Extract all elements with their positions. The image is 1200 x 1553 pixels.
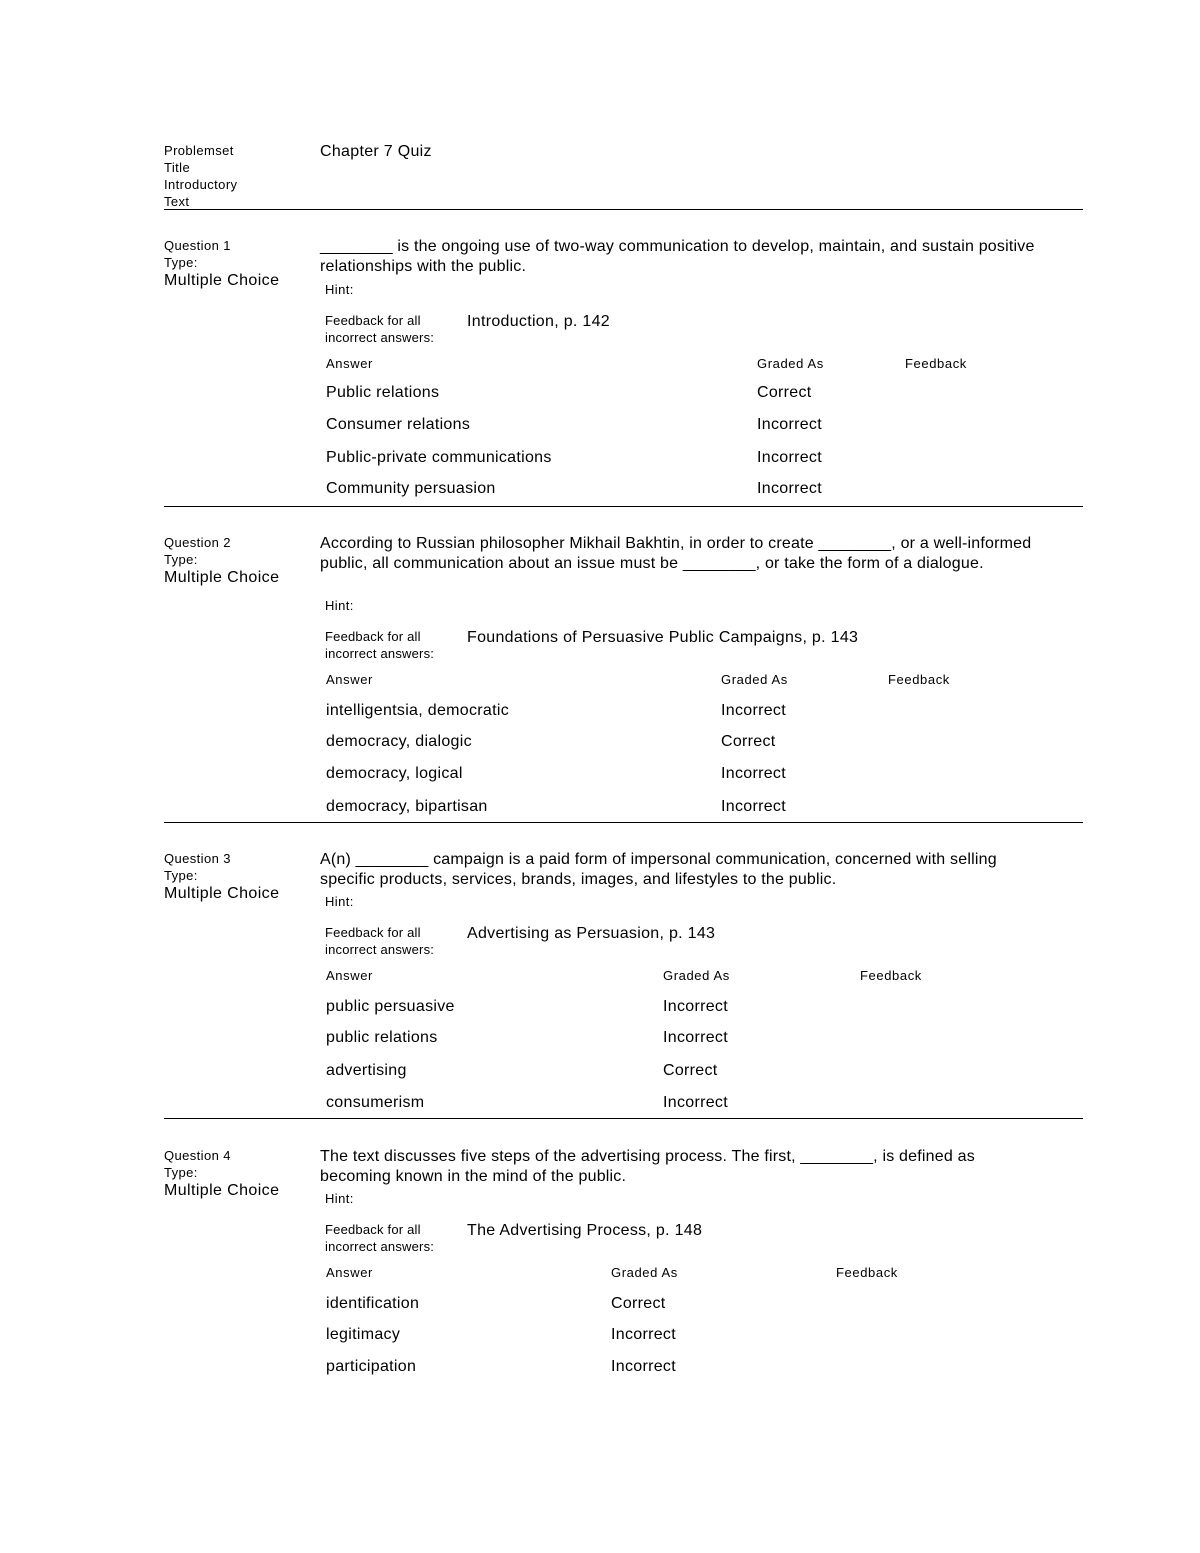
question-block-3 — [164, 850, 1083, 1118]
graded-as: Incorrect — [663, 1029, 728, 1046]
question-text: A(n) ________ campaign is a paid form of impersonal communication, concerned with selling specific products, services, brands, images, and lifestyles to the public. — [320, 851, 997, 888]
answer-text: intelligentsia, democratic — [326, 702, 509, 719]
type-label: Type: — [164, 552, 198, 567]
graded-as: Incorrect — [611, 1326, 676, 1343]
problemset-title: Chapter 7 Quiz — [320, 143, 432, 160]
feedback-text: Introduction, p. 142 — [467, 313, 610, 330]
answer-text: Public relations — [326, 384, 440, 401]
answer-column-header: Answer — [326, 356, 373, 371]
answer-text: participation — [326, 1358, 417, 1375]
question-number: Question 1 — [164, 238, 231, 253]
label-introductory: Introductory — [164, 177, 238, 192]
feedback-column-header: Feedback — [860, 968, 922, 983]
type-label: Type: — [164, 868, 198, 883]
answer-row — [164, 1062, 1083, 1086]
answer-text: advertising — [326, 1062, 407, 1079]
answer-column-header: Answer — [326, 968, 373, 983]
feedback-column-header: Feedback — [836, 1265, 898, 1280]
graded-as: Incorrect — [611, 1358, 676, 1375]
feedback-label — [325, 1221, 475, 1255]
answer-text: democracy, dialogic — [326, 733, 472, 750]
question-block-1 — [164, 237, 1083, 507]
graded-as: Correct — [663, 1062, 718, 1079]
graded-as-column-header: Graded As — [663, 968, 730, 983]
type-label: Type: — [164, 1165, 198, 1180]
feedback-label-line1: Feedback for all — [325, 1222, 421, 1237]
feedback-text: Foundations of Persuasive Public Campaigns, p. 143 — [467, 629, 859, 646]
feedback-label-line1: Feedback for all — [325, 925, 421, 940]
question-meta — [164, 534, 314, 587]
answer-row — [164, 702, 1083, 726]
answer-row — [164, 1029, 1083, 1053]
question-meta — [164, 1147, 314, 1200]
answer-text: public persuasive — [326, 998, 455, 1015]
feedback-label-line1: Feedback for all — [325, 629, 421, 644]
answer-text: Community persuasion — [326, 480, 496, 497]
feedback-label-line2: incorrect answers: — [325, 942, 435, 957]
divider — [164, 822, 1083, 823]
answer-text: identification — [326, 1295, 420, 1312]
graded-as: Incorrect — [757, 416, 822, 433]
hint-label: Hint: — [325, 1191, 354, 1206]
question-number: Question 4 — [164, 1148, 231, 1163]
hint-label: Hint: — [325, 894, 354, 909]
label-problemset: Problemset — [164, 143, 234, 158]
divider — [164, 1118, 1083, 1119]
feedback-column-header: Feedback — [905, 356, 967, 371]
answer-column-header: Answer — [326, 672, 373, 687]
answer-row — [164, 1295, 1083, 1319]
answer-row — [164, 765, 1083, 789]
question-block-2 — [164, 534, 1083, 822]
graded-as: Incorrect — [663, 998, 728, 1015]
graded-as: Incorrect — [757, 480, 822, 497]
graded-as-column-header: Graded As — [611, 1265, 678, 1280]
graded-as: Incorrect — [721, 702, 786, 719]
problemset-labels — [164, 142, 314, 210]
feedback-label — [325, 312, 475, 346]
answer-row — [164, 1358, 1083, 1382]
answer-column-header: Answer — [326, 1265, 373, 1280]
graded-as: Incorrect — [757, 449, 822, 466]
feedback-label-line2: incorrect answers: — [325, 646, 435, 661]
feedback-label — [325, 924, 475, 958]
question-text: The text discusses five steps of the advertising process. The first, ________, is defined as becoming known in the mind of the public. — [320, 1148, 975, 1185]
answer-row — [164, 449, 1083, 473]
question-number: Question 2 — [164, 535, 231, 550]
graded-as-column-header: Graded As — [757, 356, 824, 371]
question-type: Multiple Choice — [164, 885, 280, 902]
answer-row — [164, 1326, 1083, 1350]
question-text: ________ is the ongoing use of two-way communication to develop, maintain, and sustain positive relationships with the public. — [320, 238, 1035, 275]
graded-as: Incorrect — [663, 1094, 728, 1111]
label-title: Title — [164, 160, 191, 175]
answer-text: consumerism — [326, 1094, 425, 1111]
question-meta — [164, 850, 314, 903]
question-type: Multiple Choice — [164, 569, 280, 586]
answer-row — [164, 384, 1083, 408]
question-block-4 — [164, 1147, 1083, 1397]
answer-text: Public-private communications — [326, 449, 552, 466]
answer-row — [164, 998, 1083, 1022]
divider — [164, 209, 1083, 210]
feedback-column-header: Feedback — [888, 672, 950, 687]
answer-text: public relations — [326, 1029, 438, 1046]
graded-as: Correct — [757, 384, 812, 401]
graded-as: Correct — [611, 1295, 666, 1312]
hint-label: Hint: — [325, 598, 354, 613]
graded-as-column-header: Graded As — [721, 672, 788, 687]
answer-text: democracy, logical — [326, 765, 463, 782]
feedback-text: The Advertising Process, p. 148 — [467, 1222, 703, 1239]
answer-text: democracy, bipartisan — [326, 798, 488, 815]
answer-row — [164, 1094, 1083, 1118]
feedback-text: Advertising as Persuasion, p. 143 — [467, 925, 716, 942]
graded-as: Incorrect — [721, 798, 786, 815]
graded-as: Correct — [721, 733, 776, 750]
feedback-label-line2: incorrect answers: — [325, 330, 435, 345]
label-text: Text — [164, 194, 190, 209]
answer-text: Consumer relations — [326, 416, 471, 433]
feedback-label-line1: Feedback for all — [325, 313, 421, 328]
answer-row — [164, 480, 1083, 504]
type-label: Type: — [164, 255, 198, 270]
answer-row — [164, 733, 1083, 757]
feedback-label — [325, 628, 475, 662]
question-text: According to Russian philosopher Mikhail Bakhtin, in order to create ________, or a well-informed public, all communication about an issue must be ________, or take the form of a dialogue. — [320, 535, 1032, 572]
question-type: Multiple Choice — [164, 272, 280, 289]
graded-as: Incorrect — [721, 765, 786, 782]
feedback-label-line2: incorrect answers: — [325, 1239, 435, 1254]
divider — [164, 506, 1083, 507]
answer-row — [164, 798, 1083, 822]
question-number: Question 3 — [164, 851, 231, 866]
question-meta — [164, 237, 314, 290]
answer-text: legitimacy — [326, 1326, 401, 1343]
hint-label: Hint: — [325, 282, 354, 297]
answer-row — [164, 416, 1083, 440]
question-type: Multiple Choice — [164, 1182, 280, 1199]
